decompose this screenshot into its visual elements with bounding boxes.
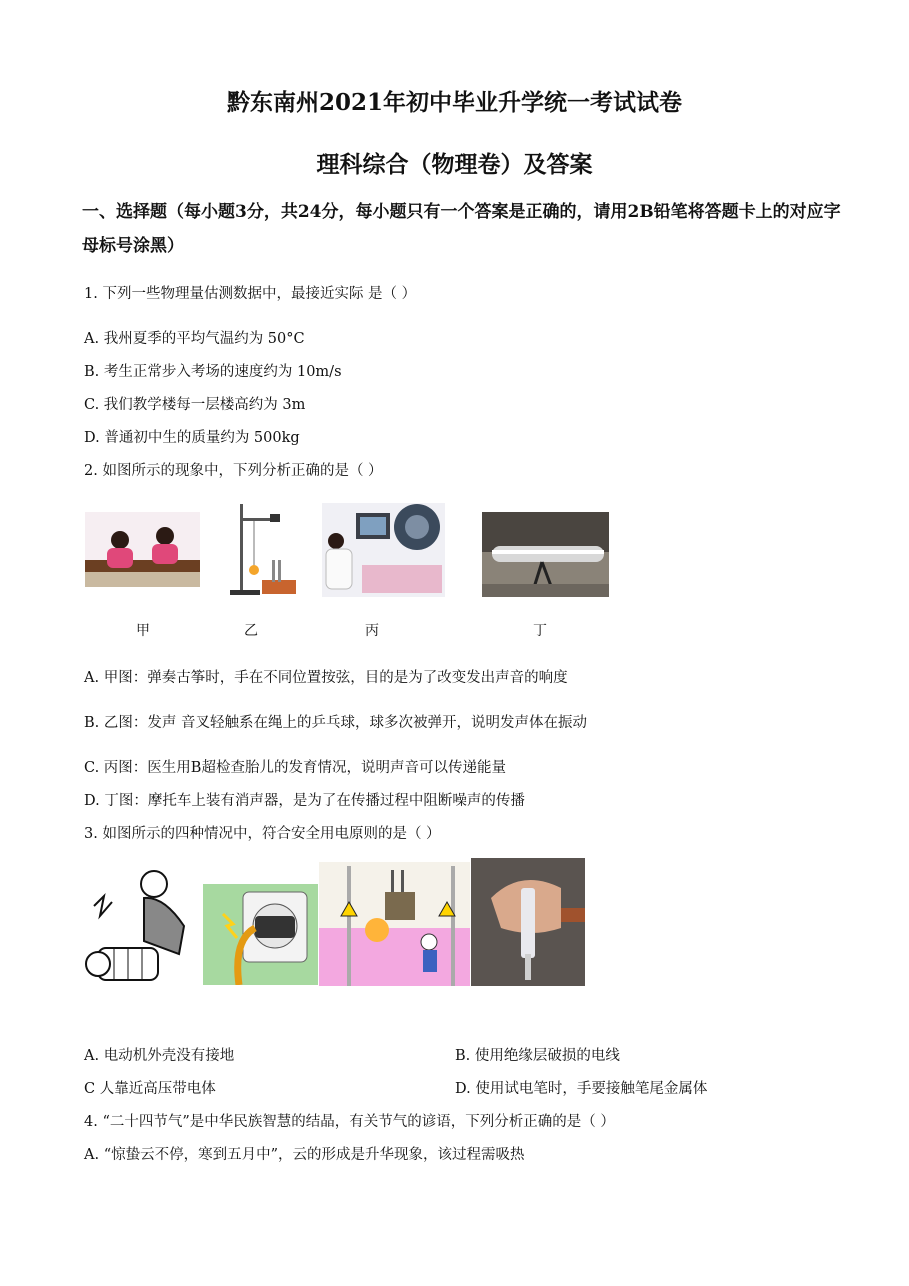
document-subtitle: 理科综合（物理卷）及答案	[316, 151, 593, 178]
tuning-fork-apparatus	[226, 500, 298, 598]
q3-option-b: B. 使用绝缘层破损的电线	[455, 1048, 620, 1064]
caption-yi: 乙	[244, 623, 258, 639]
q1-stem: 1. 下列一些物理量估测数据中，最接近实际 是（ ）	[84, 286, 417, 302]
motor-no-ground-illustration	[84, 866, 202, 986]
motorcycle-muffler-photo	[482, 512, 609, 597]
q3-option-d: D. 使用试电笔时，手要接触笔尾金属体	[455, 1081, 708, 1097]
document-title: 黔东南州2021年初中毕业升学统一考试试卷	[226, 89, 682, 116]
q2-option-b: B. 乙图：发声 音叉轻触系在绳上的乒乓球，球多次被弹开，说明发声体在振动	[84, 715, 587, 731]
q1-option-b: B. 考生正常步入考场的速度约为 10m/s	[84, 364, 342, 380]
q4-stem: 4. “二十四节气”是中华民族智慧的结晶，有关节气的谚语，下列分析正确的是（ ）	[84, 1114, 615, 1130]
q3-stem: 3. 如图所示的四种情况中，符合安全用电原则的是（ ）	[84, 826, 441, 842]
q2-stem: 2. 如图所示的现象中，下列分析正确的是（ ）	[84, 463, 383, 479]
caption-ding: 丁	[533, 623, 547, 639]
b-ultrasound-photo	[322, 503, 445, 597]
guzheng-photo	[85, 512, 200, 587]
damaged-wire-illustration	[203, 884, 318, 985]
q1-option-d: D. 普通初中生的质量约为 500kg	[84, 430, 300, 446]
caption-bing: 丙	[365, 623, 379, 639]
q3-option-c: C 人靠近高压带电体	[84, 1081, 216, 1097]
q2-option-d: D. 丁图：摩托车上装有消声器，是为了在传播过程中阻断噪声的传播	[84, 793, 525, 809]
q2-option-a: A. 甲图：弹奏古筝时，手在不同位置按弦，目的是为了改变发出声音的响度	[84, 670, 568, 686]
q2-option-c: C. 丙图：医生用B超检查胎儿的发育情况，说明声音可以传递能量	[84, 760, 506, 776]
high-voltage-illustration	[319, 862, 470, 986]
q1-option-a: A. 我州夏季的平均气温约为 50°C	[84, 331, 305, 347]
q3-option-a: A. 电动机外壳没有接地	[84, 1048, 235, 1064]
section-heading: 一、选择题（每小题3分，共24分，每小题只有一个答案是正确的，请用2B铅笔将答题卡上的对应字母标号涂黑）	[82, 202, 841, 256]
q1-option-c: C. 我们教学楼每一层楼高约为 3m	[84, 397, 306, 413]
test-pencil-photo	[471, 858, 585, 986]
q4-option-a: A. “惊蛰云不停，寒到五月中”，云的形成是升华现象，该过程需吸热	[84, 1147, 525, 1163]
caption-jia: 甲	[136, 623, 150, 639]
